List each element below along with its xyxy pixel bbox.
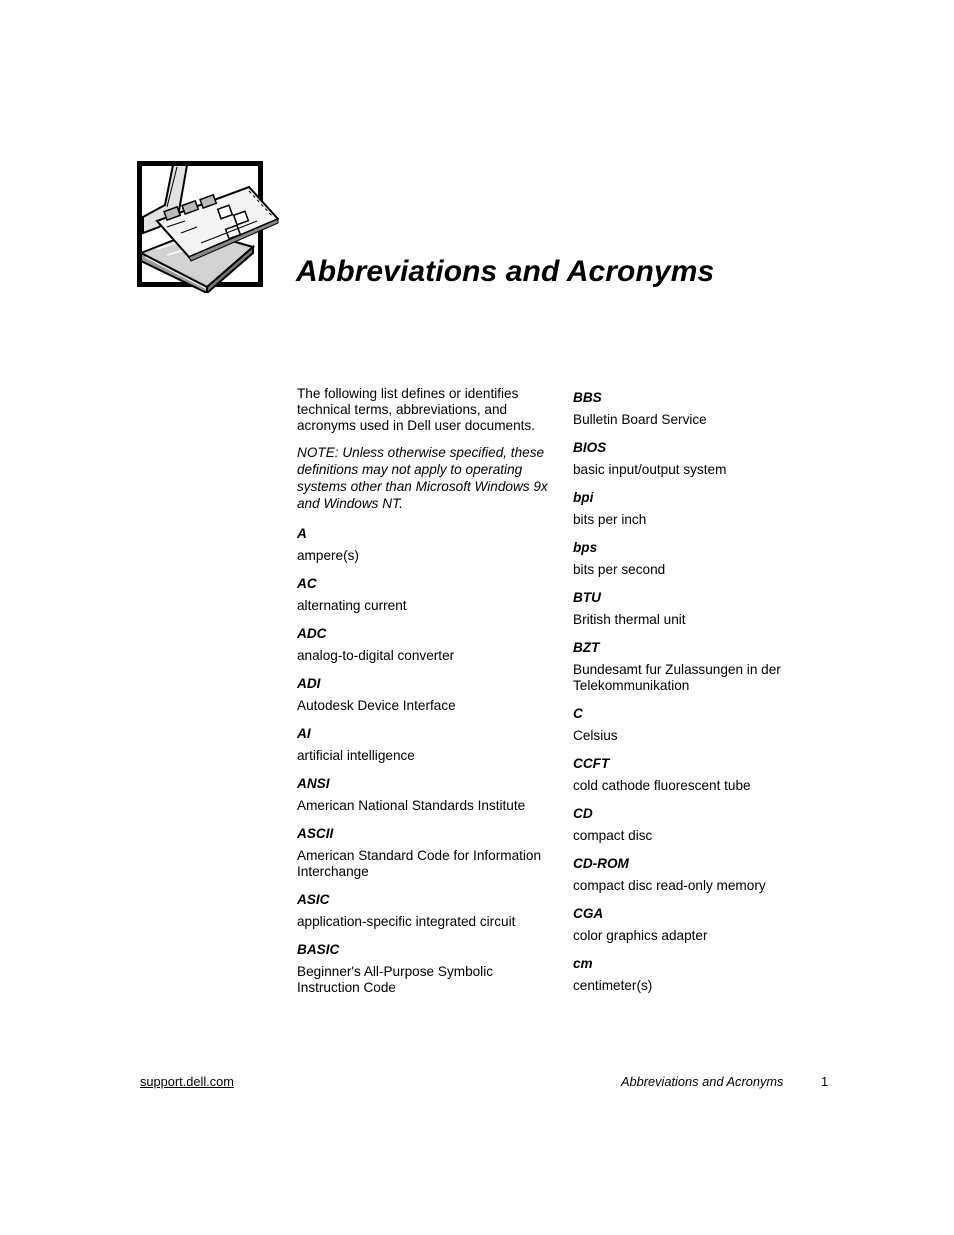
entry-term: BASIC — [297, 942, 340, 957]
entry-term: bpi — [573, 490, 594, 505]
entry-definition: Beginner's All-Purpose Symbolic Instruction Code — [297, 964, 494, 995]
entry-definition: compact disc read-only memory — [573, 878, 766, 893]
book-and-chip-icon — [137, 161, 279, 293]
entry-term: bps — [573, 540, 598, 555]
entry-term: ADC — [297, 626, 327, 641]
entry-definition: American Standard Code for Information Interchange — [297, 848, 542, 879]
entry-definition: analog-to-digital converter — [297, 648, 455, 663]
entry-term: CD-ROM — [573, 856, 629, 871]
page-title: Abbreviations and Acronyms — [296, 255, 715, 288]
entry-term: AI — [297, 726, 311, 741]
entry-definition: ampere(s) — [297, 548, 359, 563]
support-link[interactable]: support.dell.com — [140, 1074, 234, 1089]
entry-definition: bits per inch — [573, 512, 647, 527]
note-paragraph: NOTE: Unless otherwise specified, these definitions may not apply to operating systems other than Microsoft Windows 9x and Windows NT. — [297, 445, 548, 511]
entry-term: CCFT — [573, 756, 610, 771]
page-number: 1 — [821, 1074, 829, 1089]
entry-term: CGA — [573, 906, 604, 921]
entry-definition: application-specific integrated circuit — [297, 914, 516, 929]
entry-term: BZT — [573, 640, 600, 655]
entry-definition: British thermal unit — [573, 612, 686, 627]
entry-definition: American National Standards Institute — [297, 798, 526, 813]
entry-term: BTU — [573, 590, 601, 605]
entry-definition: Autodesk Device Interface — [297, 698, 456, 713]
entry-term: CD — [573, 806, 593, 821]
entry-term: ANSI — [297, 776, 330, 791]
right-column — [573, 386, 823, 1002]
entry-term: ASIC — [297, 892, 330, 907]
footer-doc-title: Abbreviations and Acronyms — [621, 1074, 784, 1089]
entry-definition: bits per second — [573, 562, 666, 577]
intro-paragraph: The following list defines or identifies technical terms, abbreviations, and acronyms used in Dell user documents. — [297, 386, 535, 433]
entry-definition: artificial intelligence — [297, 748, 415, 763]
entry-definition: centimeter(s) — [573, 978, 653, 993]
left-column — [297, 386, 553, 1004]
entry-term: ADI — [297, 676, 321, 691]
entry-definition: Bulletin Board Service — [573, 412, 707, 427]
entry-term: A — [297, 526, 307, 541]
entry-definition: alternating current — [297, 598, 407, 613]
entry-definition: Bundesamt fur Zulassungen in der Telekommunikation — [573, 662, 781, 693]
entry-definition: Celsius — [573, 728, 618, 743]
entry-term: AC — [297, 576, 317, 591]
entry-term: BBS — [573, 390, 602, 405]
entry-definition: compact disc — [573, 828, 653, 843]
entry-term: cm — [573, 956, 593, 971]
entry-definition: color graphics adapter — [573, 928, 708, 943]
entry-definition: basic input/output system — [573, 462, 727, 477]
entry-term: ASCII — [297, 826, 334, 841]
entry-term: BIOS — [573, 440, 607, 455]
entry-term: C — [573, 706, 583, 721]
entry-definition: cold cathode fluorescent tube — [573, 778, 751, 793]
